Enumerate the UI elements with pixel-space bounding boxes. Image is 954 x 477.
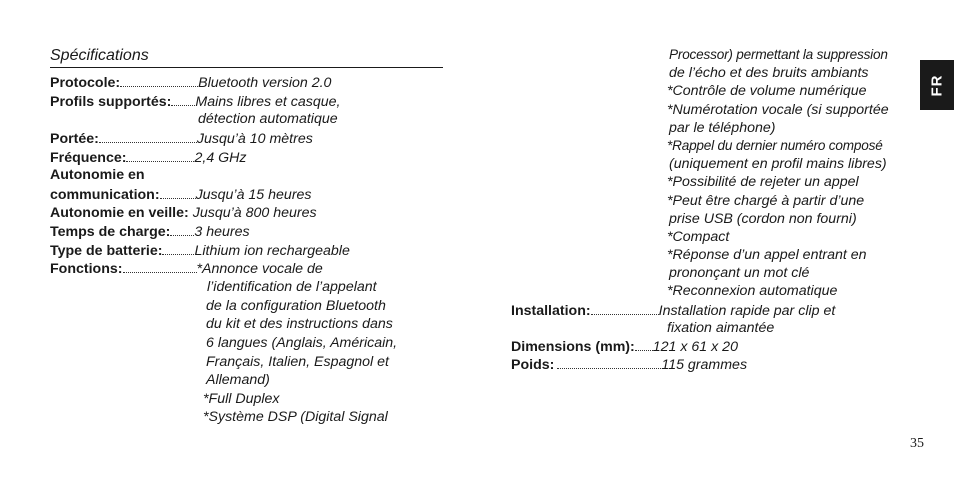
- fonctions-line: *Compact: [667, 229, 730, 245]
- fonctions-line: de l’écho et des bruits ambiants: [669, 65, 869, 81]
- fonctions-line: par le téléphone): [669, 120, 776, 136]
- fonctions-line: 6 langues (Anglais, Américain,: [206, 335, 398, 351]
- spec-value: 115 grammes: [661, 357, 748, 373]
- fonctions-line: Allemand): [206, 372, 270, 388]
- leader-dots: [162, 241, 194, 255]
- spec-label: Dimensions (mm):: [511, 339, 635, 355]
- spec-batterie: [50, 241, 350, 260]
- spec-value: 2,4 GHz: [194, 150, 247, 166]
- fonctions-line: *Rappel du dernier numéro composé: [667, 138, 883, 153]
- spec-protocole: [50, 73, 331, 92]
- spec-value: Jusqu’à 800 heures: [192, 205, 317, 221]
- spec-dimensions: [511, 337, 738, 356]
- leader-dots: [123, 259, 197, 273]
- fonctions-line: de la configuration Bluetooth: [206, 298, 386, 314]
- spec-frequence: [50, 148, 247, 167]
- fonctions-line: *Peut être chargé à partir d’une: [667, 193, 865, 209]
- leader-dots: [160, 185, 196, 199]
- spec-label: Installation:: [511, 303, 591, 319]
- spec-poids: [511, 355, 747, 374]
- fonctions-line: *Réponse d’un appel entrant en: [667, 247, 867, 263]
- fonctions-line: *Reconnexion automatique: [667, 283, 838, 299]
- leader-dots: [120, 73, 198, 87]
- spec-label: Protocole:: [50, 75, 121, 91]
- fonctions-line: *Numérotation vocale (si supportée: [667, 102, 889, 118]
- spec-label: Type de batterie:: [50, 243, 163, 259]
- fonctions-line: *Contrôle de volume numérique: [667, 83, 867, 99]
- spec-value: Jusqu’à 15 heures: [195, 187, 312, 203]
- fonctions-line: Français, Italien, Espagnol et: [206, 354, 389, 370]
- fonctions-line: prononçant un mot clé: [669, 265, 810, 281]
- spec-profils-continued: détection automatique: [198, 111, 338, 127]
- leader-dots: [171, 92, 195, 106]
- spec-label: Autonomie en veille:: [50, 205, 189, 221]
- fonctions-line: *Système DSP (Digital Signal: [203, 409, 388, 425]
- spec-label: Portée:: [50, 131, 99, 147]
- spec-value: Jusqu’à 10 mètres: [196, 131, 313, 147]
- spec-installation: [511, 301, 835, 320]
- spec-value: Bluetooth version 2.0: [198, 75, 332, 91]
- fonctions-line: prise USB (cordon non fourni): [669, 211, 857, 227]
- spec-autonomie-veille: [50, 204, 317, 222]
- fonctions-line: du kit et des instructions dans: [206, 316, 393, 332]
- fonctions-line: l’identification de l’appelant: [207, 279, 377, 295]
- spec-installation-continued: fixation aimantée: [667, 320, 775, 336]
- spec-value: Mains libres et casque,: [195, 94, 341, 110]
- fonctions-line: Processor) permettant la suppression: [669, 47, 888, 62]
- leader-dots: [126, 148, 194, 162]
- spec-profils: [50, 92, 341, 111]
- spec-label: Profils supportés:: [50, 94, 172, 110]
- fonctions-line: (uniquement en profil mains libres): [669, 156, 887, 172]
- spec-autonomie-comm: [50, 185, 312, 204]
- spec-portee: [50, 129, 313, 148]
- language-tab: [920, 60, 954, 110]
- spec-value: *Annonce vocale de: [196, 261, 323, 277]
- spec-value: Lithium ion rechargeable: [194, 243, 350, 259]
- spec-label: Poids:: [511, 357, 555, 373]
- spec-label: communication:: [50, 187, 160, 203]
- spec-fonctions: [50, 259, 323, 278]
- spec-label: Temps de charge:: [50, 224, 171, 240]
- spec-label: Autonomie en: [50, 167, 145, 183]
- fonctions-line: *Possibilité de rejeter un appel: [667, 174, 859, 190]
- fonctions-line: *Full Duplex: [203, 391, 280, 407]
- spec-label: Fonctions:: [50, 261, 123, 277]
- language-tab-label: FR: [928, 74, 946, 96]
- leader-dots: [99, 129, 197, 143]
- leader-dots: [591, 301, 659, 315]
- page-number: 35: [910, 436, 924, 451]
- spec-value: Installation rapide par clip et: [658, 303, 836, 319]
- spec-autonomie-comm-line1: [50, 166, 145, 184]
- page-title: Spécifications: [50, 46, 443, 68]
- leader-dots: [170, 222, 194, 236]
- spec-temps-charge: [50, 222, 250, 241]
- leader-dots: [557, 355, 661, 369]
- spec-value: 3 heures: [194, 224, 250, 240]
- spec-value: 121 x 61 x 20: [652, 339, 738, 355]
- spec-label: Fréquence:: [50, 150, 127, 166]
- leader-dots: [635, 337, 653, 351]
